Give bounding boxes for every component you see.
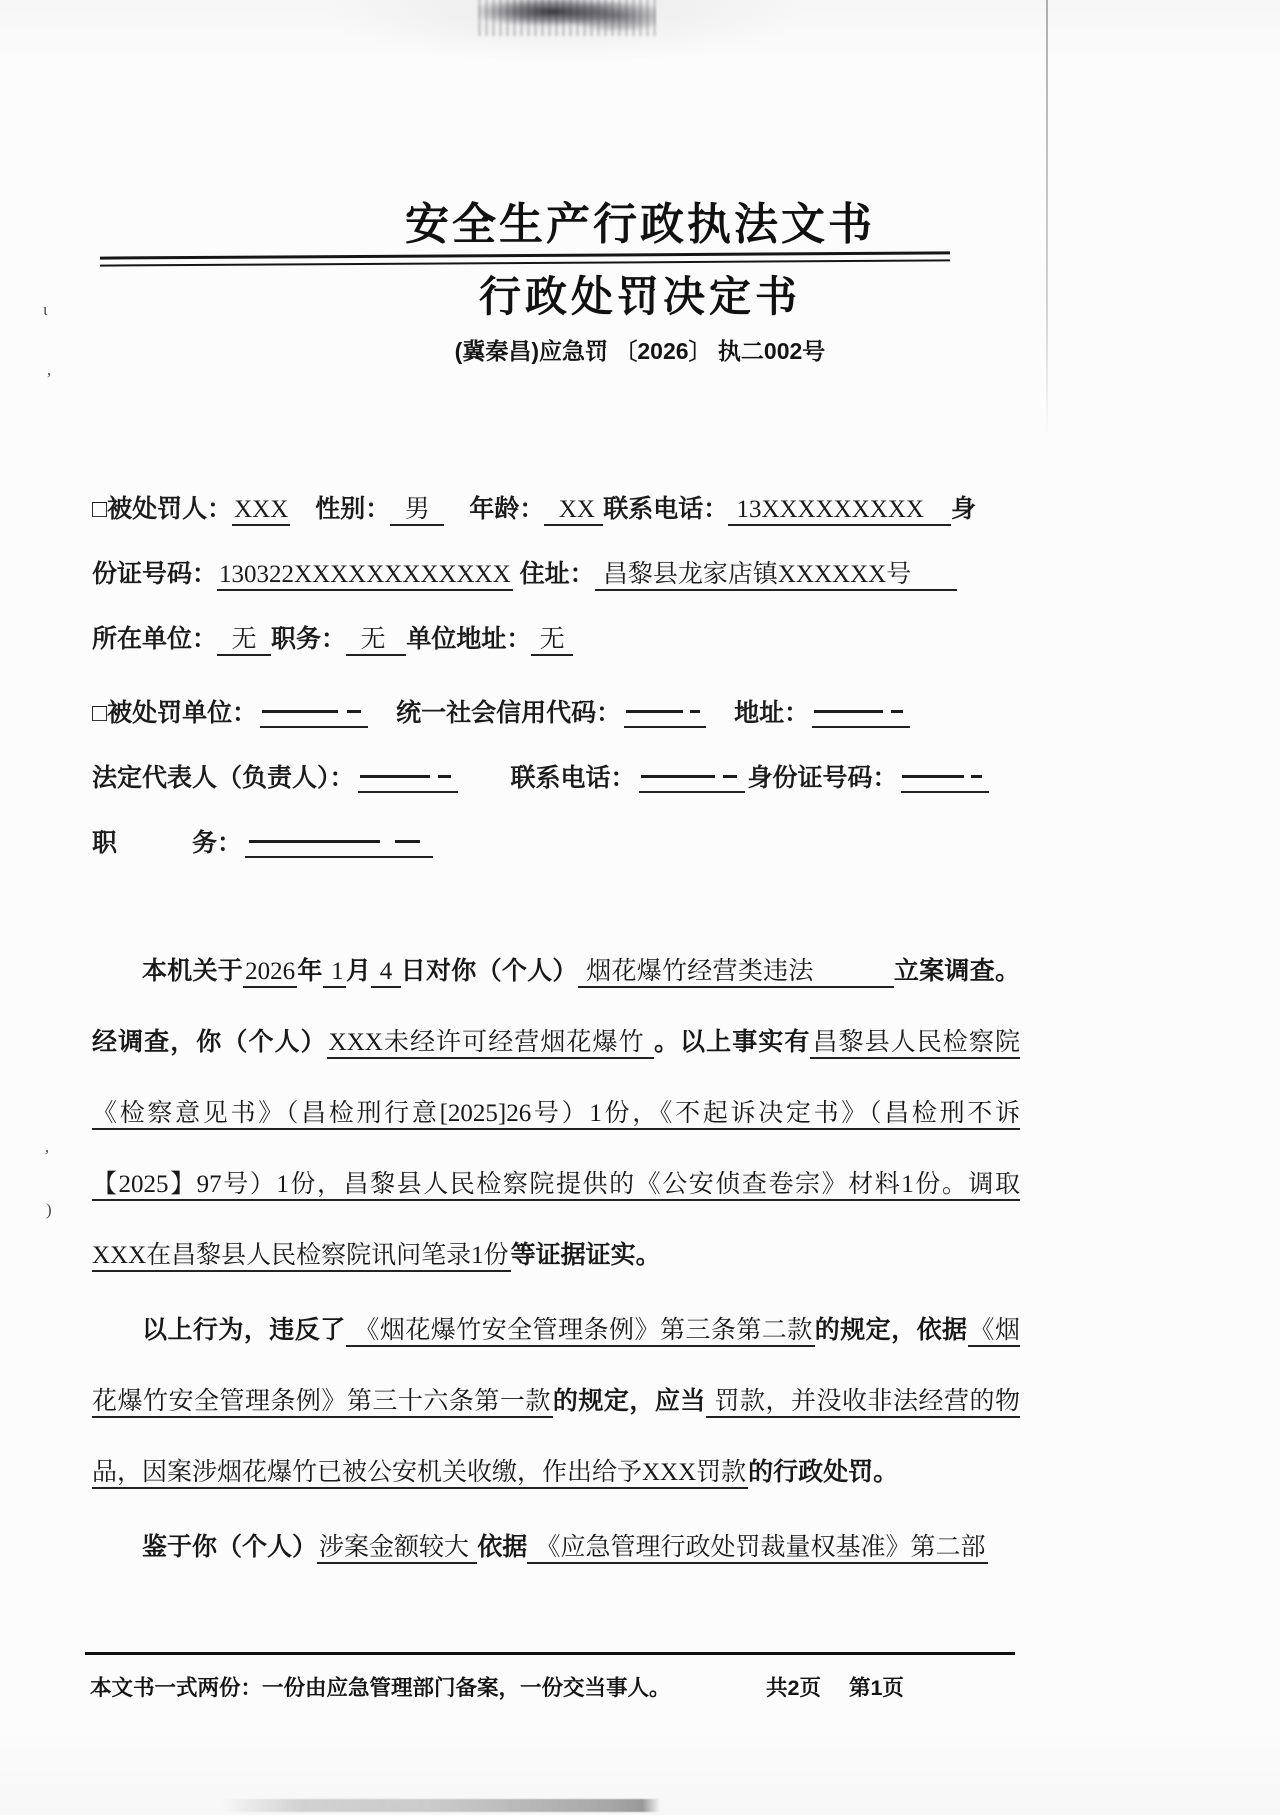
scan-mark: ’ (44, 1146, 50, 1165)
body-paragraph-case-facts (92, 936, 1020, 1291)
filled-value: 无 (346, 626, 406, 656)
scan-mark: ) (46, 1200, 52, 1219)
total-pages: 共2页 (766, 1676, 821, 1700)
punished-person-row-2 (92, 552, 1020, 600)
filled-value: 无 (217, 626, 271, 656)
document-series-title: 安全生产行政执法文书 (405, 200, 875, 249)
blank-field (812, 696, 910, 728)
blank-field (639, 761, 745, 793)
blank-field (901, 761, 989, 793)
filled-value: 昌黎县龙家店镇XXXXXX号 (595, 561, 957, 591)
document-number: (冀秦昌)应急罚 〔2026〕 执二002号 (454, 338, 826, 364)
filled-value: 《烟花爆竹安全管理条例》第三十六条第一款 (92, 1317, 1020, 1418)
body-paragraph-discretion-basis (92, 1512, 1020, 1583)
scan-mark: ι (43, 300, 48, 319)
filled-value: 4 (371, 958, 401, 988)
filled-value: 《烟花爆竹安全管理条例》第三条第二款 (346, 1317, 815, 1347)
form-label-text: 所在单位： (92, 625, 218, 653)
punished-person-row-1 (92, 487, 1020, 535)
filled-value: 13XXXXXXXXX (728, 496, 951, 526)
form-label-text: 本机关于 (142, 957, 244, 985)
form-label-text: 地址： (709, 699, 810, 727)
form-label-text: 等证据证实。 (510, 1241, 661, 1269)
form-label-text: 立案调查。经调查，你（个人） (92, 957, 1020, 1056)
filled-value: XXX未经许可经营烟花爆竹 (327, 1029, 654, 1059)
form-label-text: 统一社会信用代码： (371, 699, 622, 727)
filled-value: 130322XXXXXXXXXXXX (217, 561, 513, 591)
page-title: 行政处罚决定书 (478, 273, 801, 320)
current-page: 第1页 (848, 1676, 904, 1700)
filled-value: XX (544, 496, 603, 526)
form-label-text: 联系电话： (460, 764, 636, 792)
punished-unit-row-3 (92, 821, 1020, 869)
filled-value: 无 (531, 626, 573, 656)
filled-value: XXX (232, 496, 290, 526)
form-label-text: 性别： (290, 495, 391, 523)
form-label-text: 依据 (477, 1533, 528, 1561)
form-label-text: 月 (345, 957, 372, 985)
form-label-text: 。以上事实有 (653, 1028, 811, 1056)
filled-value: 昌黎县人民检察院《检察意见书》（昌检刑行意[2025]26号）1份，《不起诉决定书》（昌检刑不诉【2025】97号）1份，昌黎县人民检察院提供的《公安侦查卷宗》材料1份。调取XXX在昌黎县人民检察院讯问笔录1份 (92, 1029, 1020, 1272)
footer (90, 1668, 1015, 1710)
filled-value: 烟花爆竹经营类违法 (578, 958, 894, 988)
filled-value: 2026 (243, 958, 297, 988)
form-label-text: □被处罚单位： (92, 699, 258, 727)
blank-field (260, 696, 368, 728)
punished-person-row-3 (92, 617, 1020, 665)
form-label-text: 的规定，依据 (814, 1316, 968, 1344)
blank-field (624, 696, 706, 728)
blank-field (358, 761, 458, 793)
form-label-text: □被处罚人： (92, 495, 233, 523)
form-label-text: 职务： (271, 625, 347, 653)
blank-field (245, 826, 433, 858)
filled-value: 《应急管理行政处罚裁量权基准》第二部 (527, 1534, 987, 1564)
form-label-text: 鉴于你（个人） (142, 1533, 318, 1561)
scan-mark: , (47, 360, 52, 379)
punished-unit-row-2 (92, 756, 1020, 804)
form-label-text: 年 (297, 957, 323, 985)
footer-divider (85, 1652, 1015, 1655)
scan-smudge-bottom (222, 1799, 660, 1812)
form-label-text: 日对你（个人） (400, 957, 578, 985)
footer-pagination (766, 1668, 904, 1708)
footer-copies-note: 本文书一式两份：一份由应急管理部门备案，一份交当事人。 (90, 1676, 671, 1700)
form-label-text: 法定代表人（负责人）： (92, 764, 355, 792)
filled-value: 男 (390, 496, 444, 526)
form-label-text: 年龄： (444, 495, 545, 523)
form-label-text: 联系电话： (603, 495, 729, 523)
filled-value: 1 (323, 958, 346, 988)
form-label-text: 身份证号码： (747, 764, 898, 792)
punished-unit-row-1 (92, 691, 1020, 739)
form-label-text: 的行政处罚。 (748, 1458, 899, 1486)
form-label-text: 的规定，应当 (552, 1387, 706, 1415)
form-label-text: 份证号码： (92, 560, 218, 588)
decision-body (92, 936, 1020, 1587)
form-label-text: 以上行为，违反了 (142, 1316, 346, 1344)
scan-smudge-top (478, 0, 656, 36)
body-paragraph-legal-basis (92, 1295, 1020, 1508)
form-label-text: 身 (950, 495, 976, 523)
form-label-text: 住址： (512, 560, 595, 588)
form-label-text: 职 务： (92, 829, 243, 857)
filled-value: 罚款，并没收非法经营的物品，因案涉烟花爆竹已被公安机关收缴，作出给予XXX罚款 (92, 1388, 1020, 1489)
filled-value: 涉案金额较大 (317, 1534, 477, 1564)
form-label-text: 单位地址： (406, 625, 532, 653)
